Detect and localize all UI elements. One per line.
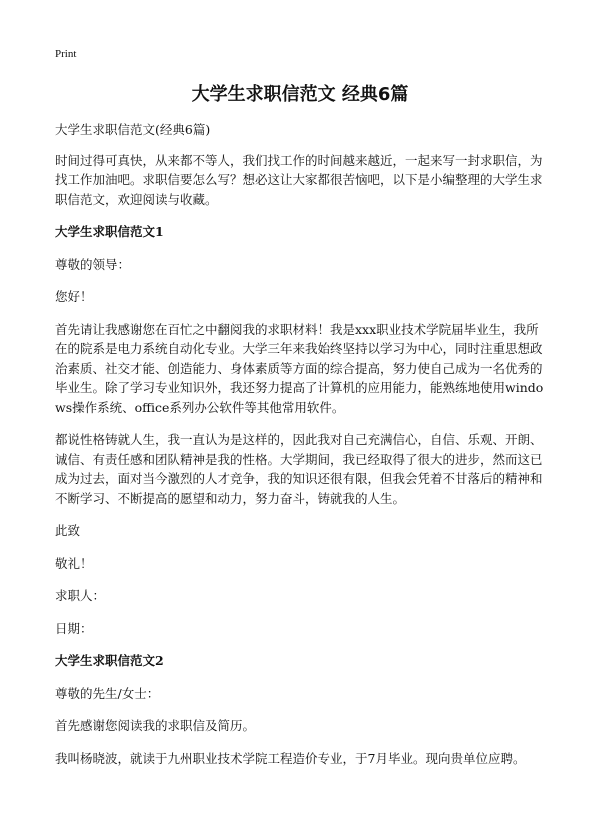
letter-2-heading: 大学生求职信范文2 xyxy=(55,653,164,668)
letter-2-paragraph: 我叫杨晓波，就读于九州职业技术学院工程造价专业，于7月毕业。现向贵单位应聘。 xyxy=(55,750,526,766)
letter-2-paragraph: 首先感谢您阅读我的求职信及简历。 xyxy=(55,718,256,733)
letter-1-date: 日期： xyxy=(55,620,93,636)
letter-1-paragraph: 都说性格铸就人生，我一直认为是这样的，因此我对自己充满信心，自信、乐观、开朗、诚信、有责任感和团队精神是我的性格。大学期间，我已经取得了很大的进步，然而这已成为过去，面对当今激烈的人才竞争，我的知识还很有限，但我会凭着不甘落后的精神和不断学习、不断提高的愿望和动力，努力奋斗，铸就我的人生。 xyxy=(55,432,543,506)
print-label: Print xyxy=(55,48,77,60)
letter-1-greeting: 您好！ xyxy=(55,289,93,304)
page-title: 大学生求职信范文 经典6篇 xyxy=(191,84,409,105)
letter-1-paragraph: 首先请让我感谢您在百忙之中翻阅我的求职材料！我是xxx职业技术学院届毕业生，我所在的院系是电力系统自动化专业。大学三年来我始终坚持以学习为中心，同时注重思想政治素质、社交才能、创造能力、身体素质等方面的综合提高，努力使自己成为一名优秀的毕业生。除了学习专业知识外，我还努力提高了计算机的应用能力，能熟练地使用windows操作系统、office系列办公软件等其他常用软件。 xyxy=(55,321,544,415)
document-body xyxy=(55,120,550,781)
letter-1-regards: 敬礼！ xyxy=(55,555,93,571)
letter-1-closing: 此致 xyxy=(55,523,81,538)
document-subtitle: 大学生求职信范文(经典6篇) xyxy=(55,122,211,137)
letter-1-heading: 大学生求职信范文1 xyxy=(55,224,164,239)
intro-paragraph: 时间过得可真快，从来都不等人，我们找工作的时间越来越近，一起来写一封求职信，为找工作加油吧。求职信要怎么写？想必这让大家都很苦恼吧，以下是小编整理的大学生求职信范文，欢迎阅读与收藏。 xyxy=(55,152,543,207)
letter-1-signature: 求职人： xyxy=(55,588,106,603)
letter-2-salutation: 尊敬的先生/女士： xyxy=(55,685,160,701)
letter-1-salutation: 尊敬的领导： xyxy=(55,256,131,272)
